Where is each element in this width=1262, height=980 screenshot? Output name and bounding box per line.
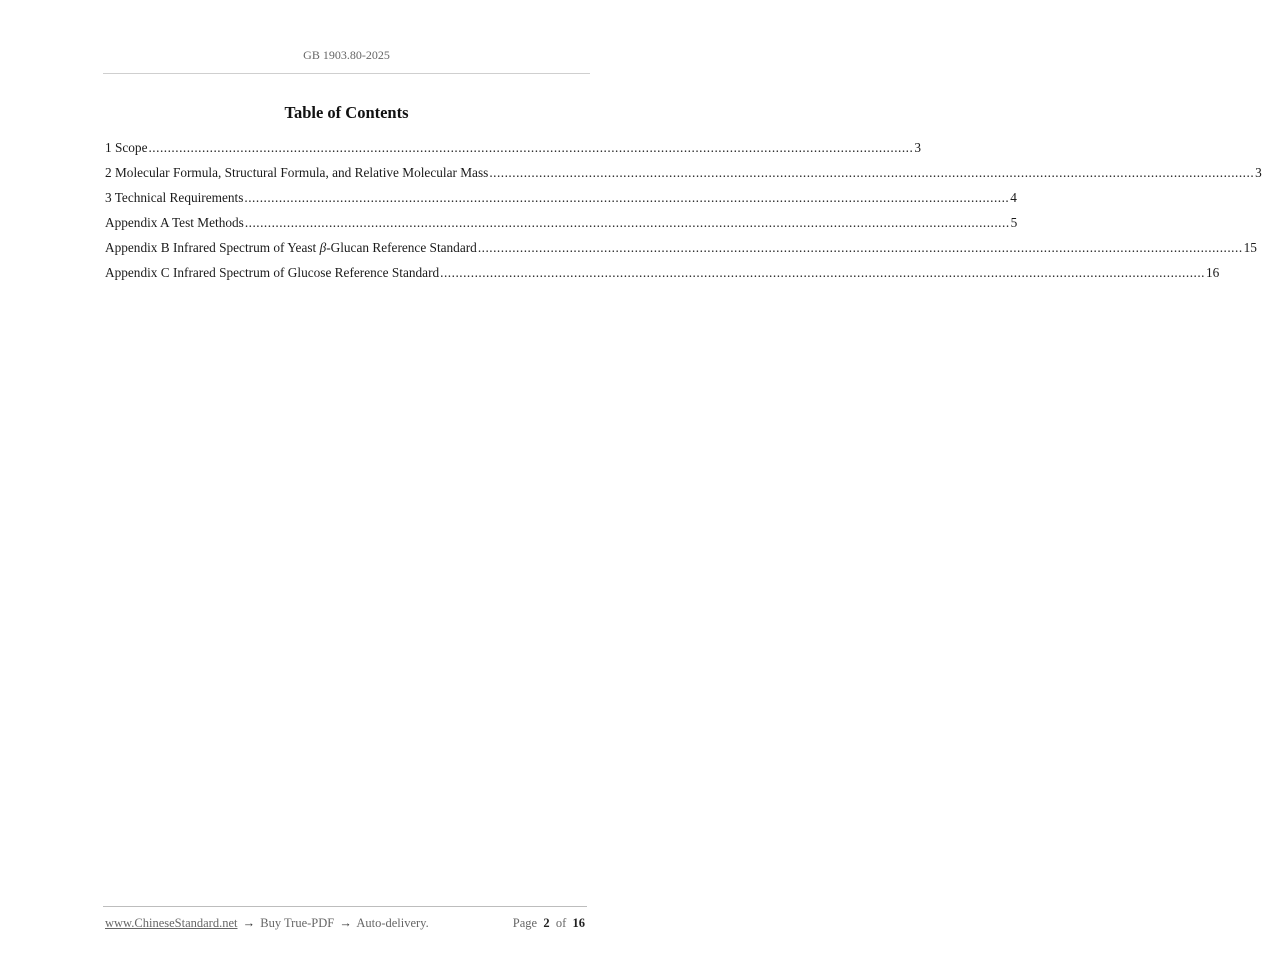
toc-entry-technical-requirements[interactable] — [105, 190, 1017, 215]
arrow-right-icon: → — [242, 916, 256, 930]
auto-delivery-text: Auto-delivery. — [356, 916, 429, 930]
toc-entry-page: 16 — [1206, 265, 1220, 280]
header-divider — [103, 73, 590, 74]
toc-leader-dots: ........................................................................................................................................................................................................ — [489, 165, 1255, 180]
toc-entry-page: 5 — [1010, 215, 1018, 230]
toc-entry-label: Appendix C Infrared Spectrum of Glucose Reference Standard — [105, 265, 440, 280]
toc-entry-appendix-b[interactable] — [105, 240, 1257, 265]
toc-entry-label: 2 Molecular Formula, Structural Formula, and Relative Molecular Mass — [105, 165, 489, 180]
running-header: GB 1903.80-2025 — [303, 48, 390, 62]
toc-leader-dots: ........................................................................................................................................................................................................ — [440, 265, 1205, 280]
toc-entry-label: 3 Technical Requirements — [105, 190, 244, 205]
toc-label-suffix: -Glucan Reference Standard — [326, 240, 477, 255]
toc-entry-page: 4 — [1010, 190, 1017, 205]
toc-label-prefix: Appendix B Infrared Spectrum of Yeast — [105, 240, 320, 255]
toc-entry-appendix-c[interactable] — [105, 265, 1220, 290]
footer-promo — [105, 916, 429, 931]
toc-leader-dots: ........................................................................................................................................................................................................ — [148, 140, 914, 155]
toc-entry-scope[interactable] — [105, 140, 921, 165]
toc-entry-label: 1 Scope — [105, 140, 148, 155]
toc-entry-page: 3 — [1255, 165, 1262, 180]
toc-leader-dots: ........................................................................................................................................................................................................ — [244, 190, 1010, 205]
site-link[interactable]: www.ChineseStandard.net — [105, 916, 238, 930]
toc-title: Table of Contents — [284, 103, 409, 122]
page-word: Page — [512, 916, 538, 930]
toc-entry-page: 15 — [1243, 240, 1257, 255]
footer-divider — [103, 906, 587, 907]
beta-symbol: β — [319, 240, 327, 255]
toc-entry-molecular-formula[interactable] — [105, 165, 1262, 190]
arrow-right-icon: → — [339, 916, 352, 930]
of-word: of — [555, 916, 567, 930]
buy-pdf-text: Buy True-PDF — [260, 916, 335, 930]
page-number — [513, 916, 585, 931]
toc-entry-label — [105, 240, 477, 256]
toc-entry-appendix-a[interactable] — [105, 215, 1018, 240]
toc-leader-dots: ........................................................................................................................................................................................................ — [244, 215, 1010, 230]
total-pages: 16 — [572, 916, 585, 930]
page-footer — [105, 916, 585, 934]
toc-leader-dots: ........................................................................................................................................................................................................ — [477, 240, 1243, 255]
toc-entry-page: 3 — [914, 140, 921, 155]
current-page: 2 — [543, 916, 550, 930]
table-of-contents — [105, 140, 1262, 290]
toc-entry-label: Appendix A Test Methods — [105, 215, 244, 230]
